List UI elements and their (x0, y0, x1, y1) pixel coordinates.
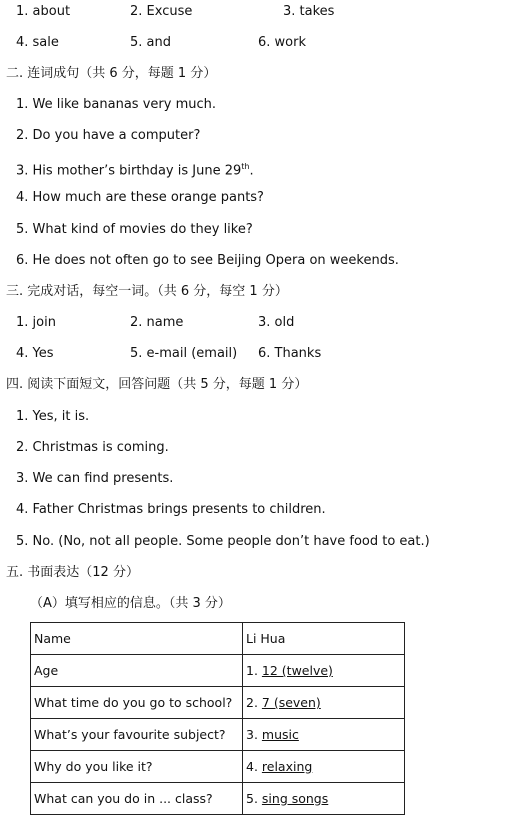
answer-p2-3 (16, 159, 254, 179)
table-cell-question: Age (31, 655, 243, 687)
answer-value: music (261, 727, 299, 742)
answer-p1-1: 1. about (16, 4, 71, 19)
table-cell-answer (243, 623, 405, 655)
table-cell-question: Why do you like it? (31, 751, 243, 783)
answer-value: sing songs (261, 791, 329, 806)
answer-p3-1: 1. join (16, 315, 56, 330)
answer-p2-2: 2. Do you have a computer? (16, 128, 201, 143)
section-heading-4: 四. 阅读下面短文，回答问题（共 5 分，每题 1 分） (6, 377, 308, 392)
table-cell-question: What’s your favourite subject? (31, 719, 243, 751)
answer-p4-3: 3. We can find presents. (16, 471, 174, 486)
answer-p1-2: 2. Excuse (130, 4, 193, 19)
subsection-heading-a: （A）填写相应的信息。（共 3 分） (30, 596, 231, 611)
table-cell-answer (243, 783, 405, 815)
table-row (31, 719, 405, 751)
answer-p4-5: 5. No. (No, not all people. Some people don’t have food to eat.) (16, 534, 430, 549)
answer-number: 1. (246, 663, 262, 678)
table-cell-question: What time do you go to school? (31, 687, 243, 719)
table-cell-answer (243, 751, 405, 783)
answer-number: 2. (246, 695, 262, 710)
answer-p3-5: 5. e-mail (email) (130, 346, 238, 361)
table-row (31, 783, 405, 815)
answer-p3-6: 6. Thanks (258, 346, 322, 361)
answer-p4-4: 4. Father Christmas brings presents to children. (16, 502, 326, 517)
table-row (31, 623, 405, 655)
answer-p1-6: 6. work (258, 35, 306, 50)
answer-p2-3-end: . (249, 163, 254, 179)
answer-value: Li Hua (246, 631, 286, 646)
ordinal-suffix: th (241, 162, 250, 171)
table-row (31, 751, 405, 783)
table-cell-answer (243, 655, 405, 687)
table-cell-question: What can you do in ... class? (31, 783, 243, 815)
table-row (31, 655, 405, 687)
table-row (31, 687, 405, 719)
answer-p2-3-text: 3. His mother’s birthday is June 29 (16, 163, 242, 179)
answer-p1-5: 5. and (130, 35, 171, 50)
answer-number: 5. (246, 791, 262, 806)
answer-p2-1: 1. We like bananas very much. (16, 97, 216, 112)
section-heading-2: 二. 连词成句（共 6 分，每题 1 分） (6, 66, 217, 81)
answer-p4-2: 2. Christmas is coming. (16, 440, 169, 455)
answer-value: 12 (twelve) (261, 663, 333, 678)
answer-number: 4. (246, 759, 262, 774)
answer-p2-5: 5. What kind of movies do they like? (16, 222, 253, 237)
answer-p4-1: 1. Yes, it is. (16, 409, 90, 424)
answer-value: 7 (seven) (261, 695, 321, 710)
table-cell-question: Name (31, 623, 243, 655)
answer-number: 3. (246, 727, 262, 742)
answer-p3-2: 2. name (130, 315, 184, 330)
answer-p2-4: 4. How much are these orange pants? (16, 190, 264, 205)
section-heading-5: 五. 书面表达（12 分） (6, 565, 139, 580)
answer-p3-3: 3. old (258, 315, 295, 330)
answer-p3-4: 4. Yes (16, 346, 54, 361)
answer-p1-3: 3. takes (283, 4, 335, 19)
section-heading-3: 三. 完成对话，每空一词。（共 6 分，每空 1 分） (6, 284, 288, 299)
table-cell-answer (243, 687, 405, 719)
answer-p1-4: 4. sale (16, 35, 59, 50)
table-cell-answer (243, 719, 405, 751)
answer-p2-6: 6. He does not often go to see Beijing Opera on weekends. (16, 253, 399, 268)
info-table (30, 622, 405, 815)
answer-value: relaxing (261, 759, 313, 774)
